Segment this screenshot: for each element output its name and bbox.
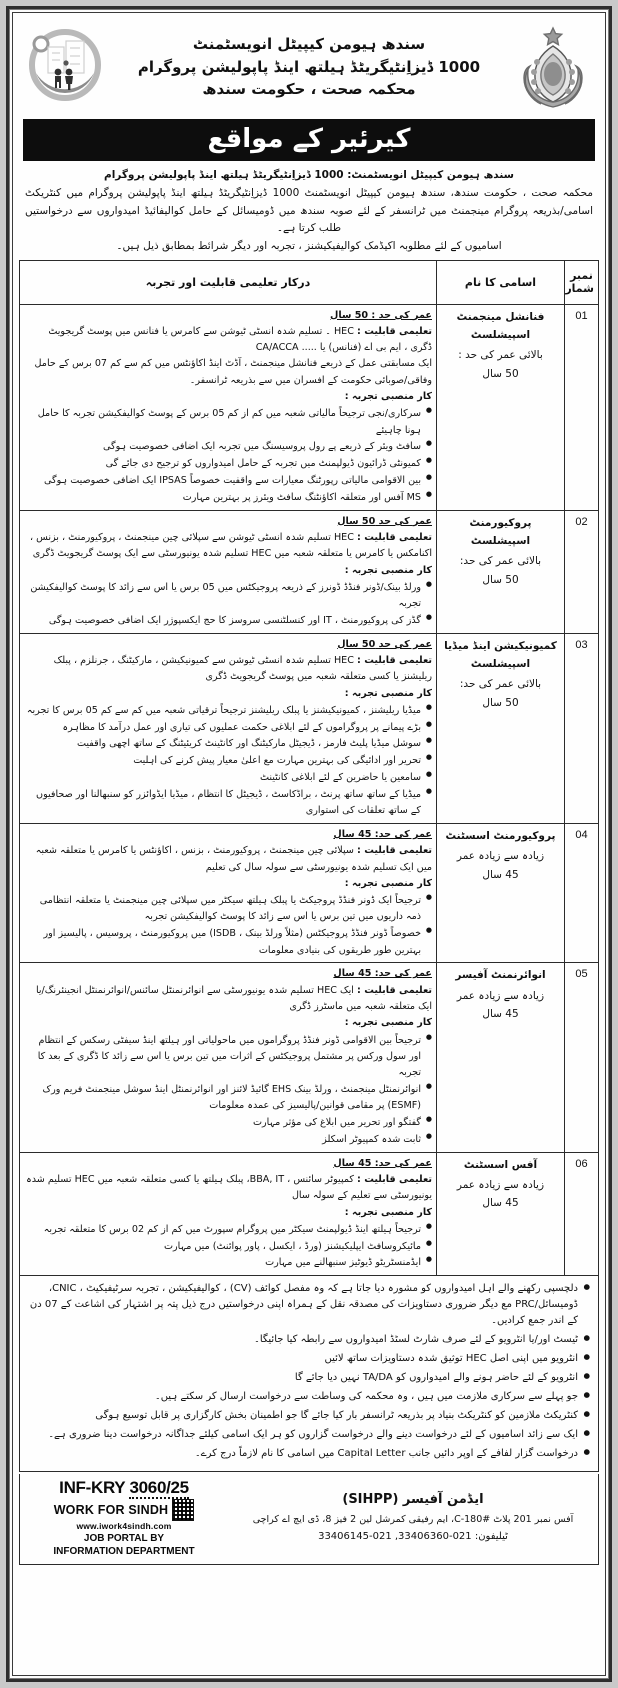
desc-bullet-item: ● ثابت شدہ کمپیوٹر اسکلز: [24, 1132, 432, 1148]
desc-education-label: تعلیمی قابلیت :: [357, 984, 432, 996]
row-description: [20, 963, 437, 1152]
desc-age-text: عمر کی حد 50 سال: [337, 515, 432, 527]
table-row: [20, 510, 599, 633]
desc-education-text: HEC تسلیم شدہ انسٹی ٹیوشن سے سپلائی چین مینجمنٹ ، پروکیورمنٹ ، بزنس ، اکنامکس یا کامرس یا متعلقہ شعبہ میں HEC تسلیم شدہ یونیورسٹی سے ایک پوسٹ گریجویٹ ڈگری: [29, 531, 432, 560]
desc-bullet-list: [24, 406, 432, 506]
row-post: [437, 1152, 565, 1276]
post-age-value: 45 سال: [482, 1008, 519, 1021]
row-description: [20, 1152, 437, 1276]
inf-reference: [26, 1478, 222, 1498]
row-serial: 06: [565, 1152, 599, 1276]
post-title: پروکیورمنٹ اسپیشلسٹ: [469, 516, 532, 547]
career-banner: کیرئیر کے مواقع: [23, 119, 595, 161]
desc-experience-label: [24, 389, 432, 405]
desc-age-text: عمر کی حد: 45 سال: [333, 1157, 432, 1169]
desc-education-text: سپلائی چین مینجمنٹ ، پروکیورمنٹ ، بزنس ، اکاؤنٹس یا کامرس یا متعلقہ شعبہ میں ایک تسلیم شدہ یونیورسٹی سے سولہ سال کی تعلیم: [35, 845, 432, 873]
desc-education-line: [24, 653, 432, 686]
post-title: آفس اسسٹنٹ: [463, 1158, 538, 1171]
desc-age-line: [24, 637, 432, 653]
desc-experience-label: [24, 876, 432, 892]
desc-bullet-item: ● MS آفس اور متعلقہ اکاؤنٹنگ سافٹ ویئرز پر بہترین مہارت: [24, 490, 432, 506]
desc-education-text: HEC تسلیم شدہ انسٹی ٹیوشن سے کمیونیکیشن ، مارکیٹنگ ، جرنلزم ، پبلک ریلیشنز یا کسی متعلقہ شعبہ میں پوسٹ گریجویٹ ڈگری: [53, 655, 432, 683]
jobs-table: [19, 260, 599, 1277]
desc-age-text: عمر کی حد 50 سال: [337, 638, 432, 650]
desc-bullet-item: ● مائیکروسافٹ ایپلیکیشنز (ورڈ ، ایکسل ، پاور پوائنٹ) میں مہارت: [24, 1239, 432, 1255]
condition-item: ● انٹرویو کے لئے حاضر ہونے والے امیدواروں کو TA/DA نہیں دیا جائے گا: [28, 1370, 590, 1386]
desc-education-label: تعلیمی قابلیت :: [357, 1173, 432, 1185]
desc-bullet-item: ● ایڈمنسٹریٹو ڈیوٹیز سنبھالنے میں مہارت: [24, 1255, 432, 1271]
portal-url[interactable]: www.iwork4sindh.com: [76, 1521, 172, 1532]
sihpp-logo: [21, 21, 109, 113]
desc-experience-label: [24, 1205, 432, 1221]
header-sr: نمبر شمار: [565, 260, 599, 304]
desc-bullet-item: ● گڈز کی پروکیورمنٹ ، IT اور کنسلٹنسی سروسز کا حج ایکسپوژر ایک اضافی خصوصیت ہوگی: [24, 613, 432, 629]
desc-bullet-item: ● ورلڈ بینک/ڈونر فنڈڈ ڈونرز کے ذریعہ پروجیکٹس میں 05 برس یا اس سے زائد کا پوسٹ کوالیفکیشن تجربہ: [24, 580, 432, 613]
condition-item: ● ٹیسٹ اور/یا انٹرویو کے لئے صرف شارٹ لسٹڈ امیدواروں سے رابطہ کیا جائیگا۔: [28, 1332, 590, 1348]
desc-bullet-item: ● ترجیحاً ہیلتھ اینڈ ڈیولپمنٹ سیکٹر میں پروگرام سپورٹ میں کم از کم 02 برس کا متعلقہ تجربہ: [24, 1222, 432, 1238]
desc-bullet-item: ● ترجیحاً بین الاقوامی ڈونر فنڈڈ پروگراموں میں ماحولیاتی اور ہیلتھ اینڈ سیفٹی رسکس کے انتظام اور سول ورکس پر مشتمل پروجیکٹس کے اثرات میں تین برس یا اس سے زائد کا ڈگری کے بعد کا تجربہ: [24, 1033, 432, 1082]
condition-item: ● کنٹریکٹ ملازمین کو کنٹریکٹ بنیاد پر بذریعہ ٹرانسفر بار کیا جائے گا جو اطمینان بخش کارگزاری پر قابل توسیع ہوگی: [28, 1408, 590, 1424]
desc-experience-label: [24, 563, 432, 579]
condition-item: ● انٹرویو میں اپنی اصل HEC توثیق شدہ دستاویزات ساتھ لائیں: [28, 1351, 590, 1367]
footer-brand: [20, 1474, 228, 1564]
org-line-2: 1000 ڈیزاِنٹیگریٹڈ ہیلتھ اینڈ پاپولیشن پروگرام: [137, 57, 481, 76]
condition-item: ● دلچسپی رکھنے والے اہل امیدواروں کو مشورہ دیا جاتا ہے کہ وہ مفصل کوائف (CV) ، کوالیفیکیشن ، تجربہ سرٹیفیکیٹ ، CNIC، ڈومیسائل/PRC مع دیگر ضروری دستاویزات کی مصدقہ نقل کے ہمراہ اپنی درخواستیں درج ذیل پتہ پر اشتہار کی اشاعت کے 07 دن کے اندر جمع کرادیں۔: [28, 1281, 590, 1329]
table-header-row: [20, 260, 599, 304]
header-titles: [109, 33, 509, 101]
desc-experience-label-text: کار منصبی تجربہ :: [344, 877, 432, 889]
header-post: اسامی کا نام: [437, 260, 565, 304]
admin-officer-title: ایڈمن آفیسر (SIHPP): [342, 1491, 484, 1507]
desc-bullet-list: [24, 1033, 432, 1149]
desc-education-label: تعلیمی قابلیت :: [357, 845, 432, 857]
qr-code-icon: [172, 1499, 194, 1521]
desc-experience-label-text: کار منصبی تجربہ :: [344, 564, 432, 576]
desc-bullet-list: [24, 580, 432, 629]
row-description: [20, 510, 437, 633]
desc-age-line: [24, 827, 432, 843]
desc-bullet-item: ● کمیونٹی ڈرائیون ڈیولپمنٹ میں تجربہ کے حامل امیدواروں کو ترجیح دی جائے گی: [24, 456, 432, 472]
conditions-section: [19, 1276, 599, 1472]
desc-experience-label: [24, 1015, 432, 1031]
condition-item: ● جو پہلے سے سرکاری ملازمت میں ہیں ، وہ محکمہ کی وساطت سے درخواست ارسال کر سکتے ہیں۔: [28, 1389, 590, 1405]
desc-bullet-item: ● میڈیا ریلیشنز ، کمیونیکیشنز یا پبلک ریلیشنز ترجیحاً ترقیاتی شعبہ میں کم سے کم 05 برس کا تجربہ: [24, 703, 432, 719]
desc-education-line: [24, 324, 432, 357]
desc-age-text: عمر کی حد: 45 سال: [333, 828, 432, 840]
condition-item: ● ایک سے زائد اسامیوں کے لئے درخواست دینے والے درخواست گزاروں کو ہر ایک اسامی کیلئے جداگانہ درخواست دینا ضروری ہے۔: [28, 1427, 590, 1443]
desc-bullet-item: ● میڈیا کے ساتھ ساتھ پرنٹ ، براڈکاسٹ ، ڈیجیٹل کا انتظام ، میڈیا ایڈوائزر کو سنبھالنا اور صحافیوں کے ساتھ تعلقات کی استواری: [24, 787, 432, 820]
row-serial: 04: [565, 823, 599, 962]
ad-inner-frame: [12, 12, 606, 1676]
table-row: [20, 823, 599, 962]
post-age-value: 45 سال: [482, 868, 519, 881]
desc-age-text: عمر کی حد : 50 سال: [330, 309, 432, 321]
post-age-label: زیادہ سے زیادہ عمر: [456, 1178, 545, 1191]
post-age-value: 50 سال: [482, 573, 519, 586]
row-description: [20, 304, 437, 510]
office-phone: ٹیلیفون: 021-33406360, 021-33406145: [318, 1530, 508, 1542]
desc-bullet-item: ● سوشل میڈیا پلیٹ فارمز ، ڈیجیٹل مارکیٹنگ اور کانٹینٹ کریئیٹنگ کے ساتھ اچھی واقفیت: [24, 736, 432, 752]
desc-education-text: ایک HEC تسلیم شدہ یونیورسٹی سے انوائرنمنٹل سائنس/انوائرنمنٹل انجینئرنگ/یا ایک متعلقہ شعبہ میں ماسٹرز ڈگری: [35, 984, 432, 1012]
desc-experience-label-text: کار منصبی تجربہ :: [344, 391, 432, 403]
post-title: پروکیورمنٹ اسسٹنٹ: [445, 829, 556, 842]
table-row: [20, 1152, 599, 1276]
table-row: [20, 304, 599, 510]
desc-education-text: HEC ۔ تسلیم شدہ انسٹی ٹیوشن سے کامرس یا فنانس میں پوسٹ گریجویٹ ڈگری ، ایم بی اے (فنانس) یا ..... CA/ACCA: [48, 325, 432, 354]
org-line-3: محکمہ صحت ، حکومت سندھ: [202, 80, 416, 99]
work-for-sindh-label: WORK FOR SINDH: [53, 1503, 169, 1518]
row-post: [437, 633, 565, 823]
post-age-value: 50 سال: [482, 367, 519, 380]
portal-subtitle-line1: JOB PORTAL BY: [83, 1533, 165, 1545]
row-post: [437, 823, 565, 962]
org-line-1: سندھ ہیومن کیپیٹل انویسٹمنٹ: [192, 35, 426, 54]
row-description: [20, 633, 437, 823]
table-row: [20, 963, 599, 1152]
post-age-label: بالائی عمر کی حد:: [459, 555, 542, 568]
desc-bullet-item: ● ترجیحاً ایک ڈونر فنڈڈ پروجیکٹ یا پبلک ہیلتھ سیکٹر میں سپلائی چین مینجمنٹ یا متعلقہ انتظامی ذمہ داریوں میں تین برس یا اس سے زائد کا پوسٹ کوالیفکیشن تجربہ: [24, 893, 432, 926]
desc-bullet-item: ● سافٹ ویئر کے ذریعے پے رول پروسیسنگ میں تجربہ ایک اضافی خصوصیت ہوگی: [24, 439, 432, 455]
desc-education-line: [24, 530, 432, 563]
header: [13, 13, 605, 117]
desc-bullet-list: [24, 893, 432, 959]
desc-bullet-item: ● انوائرنمنٹل مینجمنٹ ، ورلڈ بینک EHS گائیڈ لائنز اور انوائرنمنٹل اینڈ سوشل مینجمنٹ فریم ورک (ESMF) پر مقامی قوانین/پالیسیز کی عمدہ معلومات: [24, 1082, 432, 1115]
desc-bullet-list: [24, 1222, 432, 1272]
ad-outer-frame: [6, 6, 612, 1682]
desc-experience-label-text: کار منصبی تجربہ :: [344, 1017, 432, 1029]
post-age-value: 45 سال: [482, 1197, 519, 1210]
intro-heading: سندھ ہیومن کیپیٹل انویسٹمنٹ: 1000 ڈیزاِنٹیگریٹڈ ہیلتھ اینڈ پاپولیشن پروگرام: [104, 169, 514, 181]
desc-education-line: [24, 843, 432, 876]
office-address: آفس نمبر 201 پلاٹ #C-180، ایم رفیقی کمرشل لین 2 فیز 8، ڈی ایچ اے کراچی: [252, 1513, 574, 1525]
post-age-label: زیادہ سے زیادہ عمر: [456, 989, 545, 1002]
row-post: [437, 963, 565, 1152]
desc-education-label: تعلیمی قابلیت :: [357, 325, 432, 337]
desc-education-text: کمپیوٹر سائنس ، BBA, IT، پبلک ہیلتھ یا کسی متعلقہ شعبہ میں HEC تسلیم شدہ یونیورسٹی سے تعلیم کے سولہ سال: [26, 1173, 432, 1202]
desc-bullet-item: ● خصوصاً ڈونر فنڈڈ پروجیکٹس (مثلاً ورلڈ بینک ، ISDB) میں پروکیورمنٹ ، پروسیس ، پالیسیز اور بہترین طور طریقوں کی بنیادی معلومات: [24, 926, 432, 959]
table-row: [20, 633, 599, 823]
post-age-label: زیادہ سے زیادہ عمر: [456, 850, 545, 863]
row-post: [437, 304, 565, 510]
portal-subtitle: [26, 1533, 222, 1558]
inf-label: INF-KRY: [59, 1478, 126, 1498]
footer: [19, 1474, 599, 1565]
row-serial: 05: [565, 963, 599, 1152]
intro-tail: اسامیوں کے لئے مطلوبہ اکیڈمک کوالیفیکیشنز ، تجربہ اور دیگر شرائط بمطابق ذیل ہیں۔: [116, 240, 502, 253]
row-serial: 01: [565, 304, 599, 510]
desc-experience-label-text: کار منصبی تجربہ :: [344, 687, 432, 699]
post-age-label: بالائی عمر کی حد :: [458, 349, 543, 362]
desc-transfer-text: ایک مسابقتی عمل کے ذریعے فنانشل مینجمنٹ ، آڈٹ اینڈ اکاؤنٹس میں کم سے کم 07 برس کے حامل وفاقی/صوبائی حکومت کے افسران میں سے بذریعہ ٹرانسفر۔: [34, 358, 432, 386]
post-age-value: 50 سال: [482, 696, 519, 709]
desc-bullet-item: ● بین الاقوامی مالیاتی رپورٹنگ معیارات سے واقفیت خصوصاً IPSAS ایک اضافی خصوصیت ہوگی: [24, 473, 432, 489]
desc-age-line: [24, 514, 432, 530]
sindh-government-emblem: [509, 21, 597, 113]
desc-education-label: تعلیمی قابلیت :: [357, 531, 432, 543]
post-title: انوائرنمنٹ آفیسر: [455, 969, 546, 982]
desc-bullet-list: [24, 703, 432, 820]
desc-experience-label: [24, 686, 432, 702]
row-post: [437, 510, 565, 633]
post-title: کمیونیکیشن اینڈ میڈیا اسپیشلسٹ: [444, 639, 557, 671]
desc-experience-label-text: کار منصبی تجربہ :: [344, 1206, 432, 1218]
desc-age-text: عمر کی حد: 45 سال: [333, 968, 432, 980]
row-serial: 03: [565, 633, 599, 823]
desc-age-line: [24, 1156, 432, 1172]
portal-subtitle-line2: INFORMATION DEPARTMENT: [53, 1545, 195, 1557]
desc-age-line: [24, 308, 432, 324]
post-age-label: بالائی عمر کی حد:: [459, 678, 542, 691]
footer-contact: [228, 1486, 598, 1553]
desc-bullet-item: ● سرکاری/نجی ترجیحاً مالیاتی شعبہ میں کم از کم 05 برس کے پوسٹ کوالیفکیشن تجربہ کا حامل ہونا چاہیئے: [24, 406, 432, 439]
header-desc: درکار تعلیمی قابلیت اور تجربہ: [20, 260, 437, 304]
condition-item: ● درخواست گزار لفافے کے اوپر دائیں جانب Capital Letter میں اسامی کا نام لازماً درج کرے۔: [28, 1446, 590, 1462]
inf-number: 3060/25: [129, 1478, 189, 1498]
intro-body: محکمہ صحت ، حکومت سندھ، سندھ ہیومن کیپیٹل انویسٹمنٹ 1000 ڈیزاِنٹیگریٹڈ ہیلتھ اینڈ پاپولیشن پروگرام میں کنٹریکٹ اسامی/بذریعہ پروگرام مینجمنٹ میں ٹرانسفر کے لئے صوبہ سندھ میں ڈومیسائل کے حامل کوالیفائیڈ امیدواروں سے درخواستیں طلب کرتا ہے۔: [25, 187, 593, 234]
post-title: فنانشل مینجمنٹ اسپیشلسٹ: [456, 310, 545, 341]
desc-age-line: [24, 966, 432, 982]
row-serial: 02: [565, 510, 599, 633]
intro-block: [13, 165, 605, 257]
brand-row: [26, 1499, 222, 1521]
desc-bullet-item: ● بڑے پیمانے پر پروگراموں کے لئے ابلاغی حکمت عملیوں کی تیاری اور عمل درآمد کا مظاہرہ: [24, 720, 432, 736]
desc-education-line: [24, 1172, 432, 1205]
desc-education-line: [24, 983, 432, 1016]
row-description: [20, 823, 437, 962]
desc-education-label: تعلیمی قابلیت :: [357, 655, 432, 666]
desc-bullet-item: ● تحریر اور ادائیگی کی بہترین مہارت مع اعلیٰ معیار پیش کرنے کی اہلیت: [24, 753, 432, 769]
desc-bullet-item: ● گفتگو اور تحریر میں ابلاغ کی مؤثر مہارت: [24, 1115, 432, 1131]
desc-bullet-item: ● سامعین یا حاضرین کے لئے ابلاغی کانٹینٹ: [24, 770, 432, 786]
